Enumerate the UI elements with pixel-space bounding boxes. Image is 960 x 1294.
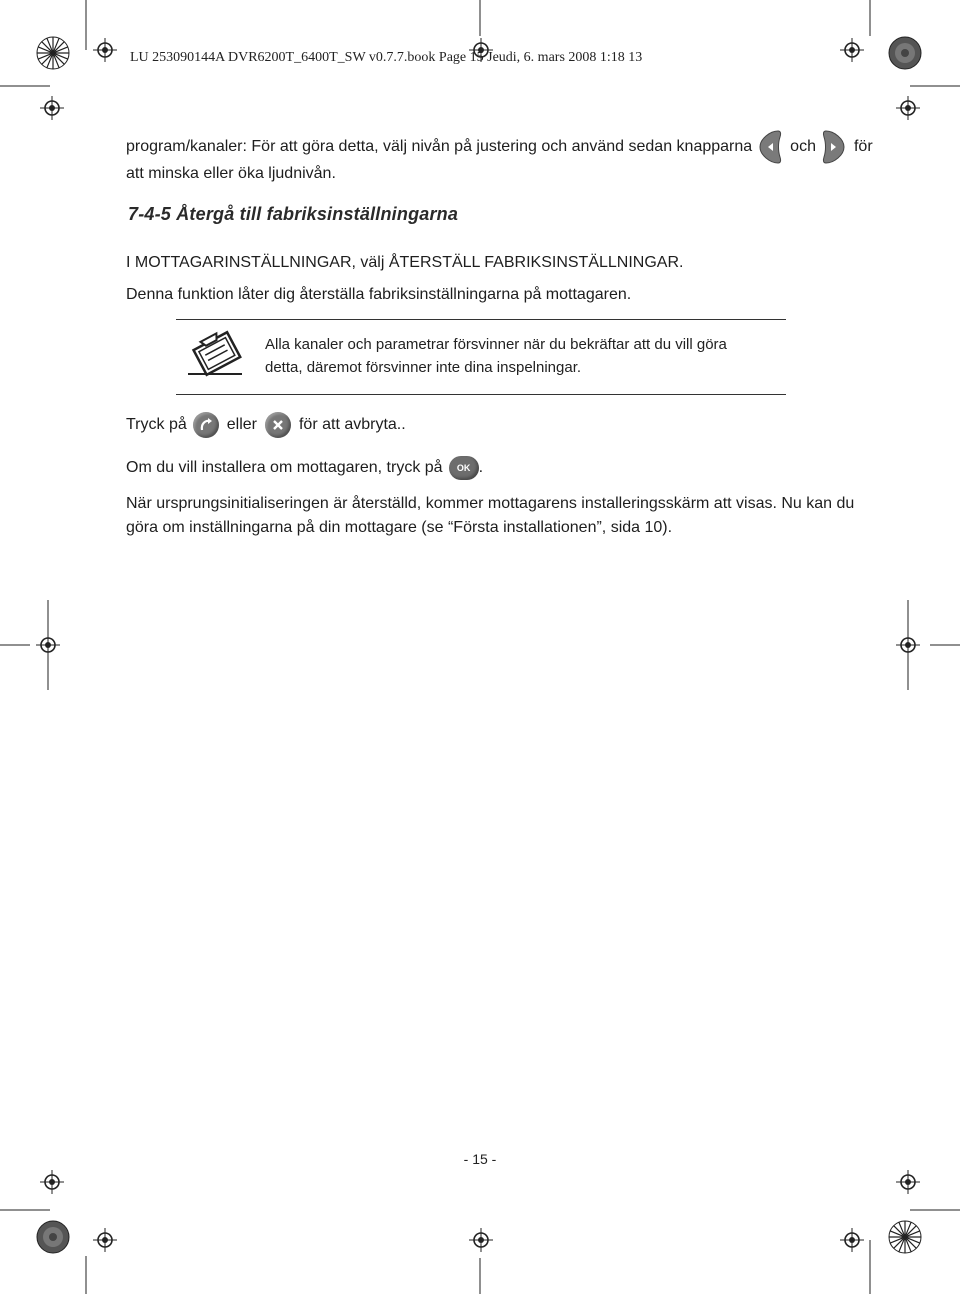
install-suffix: . bbox=[478, 459, 484, 476]
cancel-line bbox=[126, 412, 406, 438]
intro-line-1 bbox=[126, 130, 873, 164]
crosshair-registration-icon bbox=[896, 1170, 920, 1194]
crosshair-registration-icon bbox=[40, 1170, 64, 1194]
starburst-calibration-icon bbox=[888, 36, 922, 70]
starburst-calibration-icon bbox=[36, 1220, 70, 1254]
intro-line-2: att minska eller öka ljudnivån. bbox=[126, 165, 336, 182]
notepad-icon bbox=[186, 330, 246, 378]
result-line-2: göra om inställningarna på din mottagare (se “Första installationen”, sida 10). bbox=[126, 519, 673, 536]
note-bottom-rule bbox=[176, 394, 786, 395]
starburst-calibration-icon bbox=[888, 1220, 922, 1254]
section-heading: 7-4-5 Återgå till fabriksinställningarna bbox=[128, 204, 459, 224]
crosshair-registration-icon bbox=[840, 1228, 864, 1252]
exit-button-icon bbox=[265, 412, 291, 438]
menu-path-text: I MOTTAGARINSTÄLLNINGAR, välj ÅTERSTÄLL FABRIKSINSTÄLLNINGAR. bbox=[126, 254, 684, 271]
note-line-1: Alla kanaler och parametrar försvinner när du bekräftar att du vill göra bbox=[265, 336, 727, 353]
cancel-middle: eller bbox=[226, 416, 257, 433]
install-line bbox=[126, 456, 483, 480]
crosshair-registration-icon bbox=[896, 633, 920, 657]
note-line-2: detta, däremot försvinner inte dina inspelningar. bbox=[265, 359, 582, 376]
crosshair-registration-icon bbox=[93, 38, 117, 62]
left-arrow-button-icon bbox=[758, 130, 782, 164]
crosshair-registration-icon bbox=[469, 1228, 493, 1252]
right-arrow-button-icon bbox=[822, 130, 846, 164]
crosshair-registration-icon bbox=[93, 1228, 117, 1252]
cancel-prefix: Tryck på bbox=[126, 416, 187, 433]
crosshair-registration-icon bbox=[840, 38, 864, 62]
result-line-1: När ursprungsinitialiseringen är återställd, kommer mottagarens installeringsskärm att visas. Nu kan du bbox=[126, 495, 855, 512]
ok-button-icon: OK bbox=[449, 456, 479, 480]
crosshair-registration-icon bbox=[896, 96, 920, 120]
back-button-icon bbox=[193, 412, 219, 438]
intro-text-after: för bbox=[853, 138, 873, 155]
section-description: Denna funktion låter dig återställa fabriksinställningarna på mottagaren. bbox=[126, 286, 632, 303]
intro-text-middle: och bbox=[790, 138, 816, 155]
crosshair-registration-icon bbox=[40, 96, 64, 120]
print-header: LU 253090144A DVR6200T_6400T_SW v0.7.7.book Page 15 Jeudi, 6. mars 2008 1:18 13 bbox=[130, 50, 643, 65]
starburst-calibration-icon bbox=[36, 36, 70, 70]
note-top-rule bbox=[176, 319, 786, 320]
intro-text-before: program/kanaler: För att göra detta, välj nivån på justering och använd sedan knapparna bbox=[126, 138, 753, 155]
crosshair-registration-icon bbox=[36, 633, 60, 657]
cancel-suffix: för att avbryta.. bbox=[298, 416, 406, 433]
install-prefix: Om du vill installera om mottagaren, tryck på bbox=[126, 459, 443, 476]
page-number: - 15 - bbox=[463, 1151, 497, 1167]
